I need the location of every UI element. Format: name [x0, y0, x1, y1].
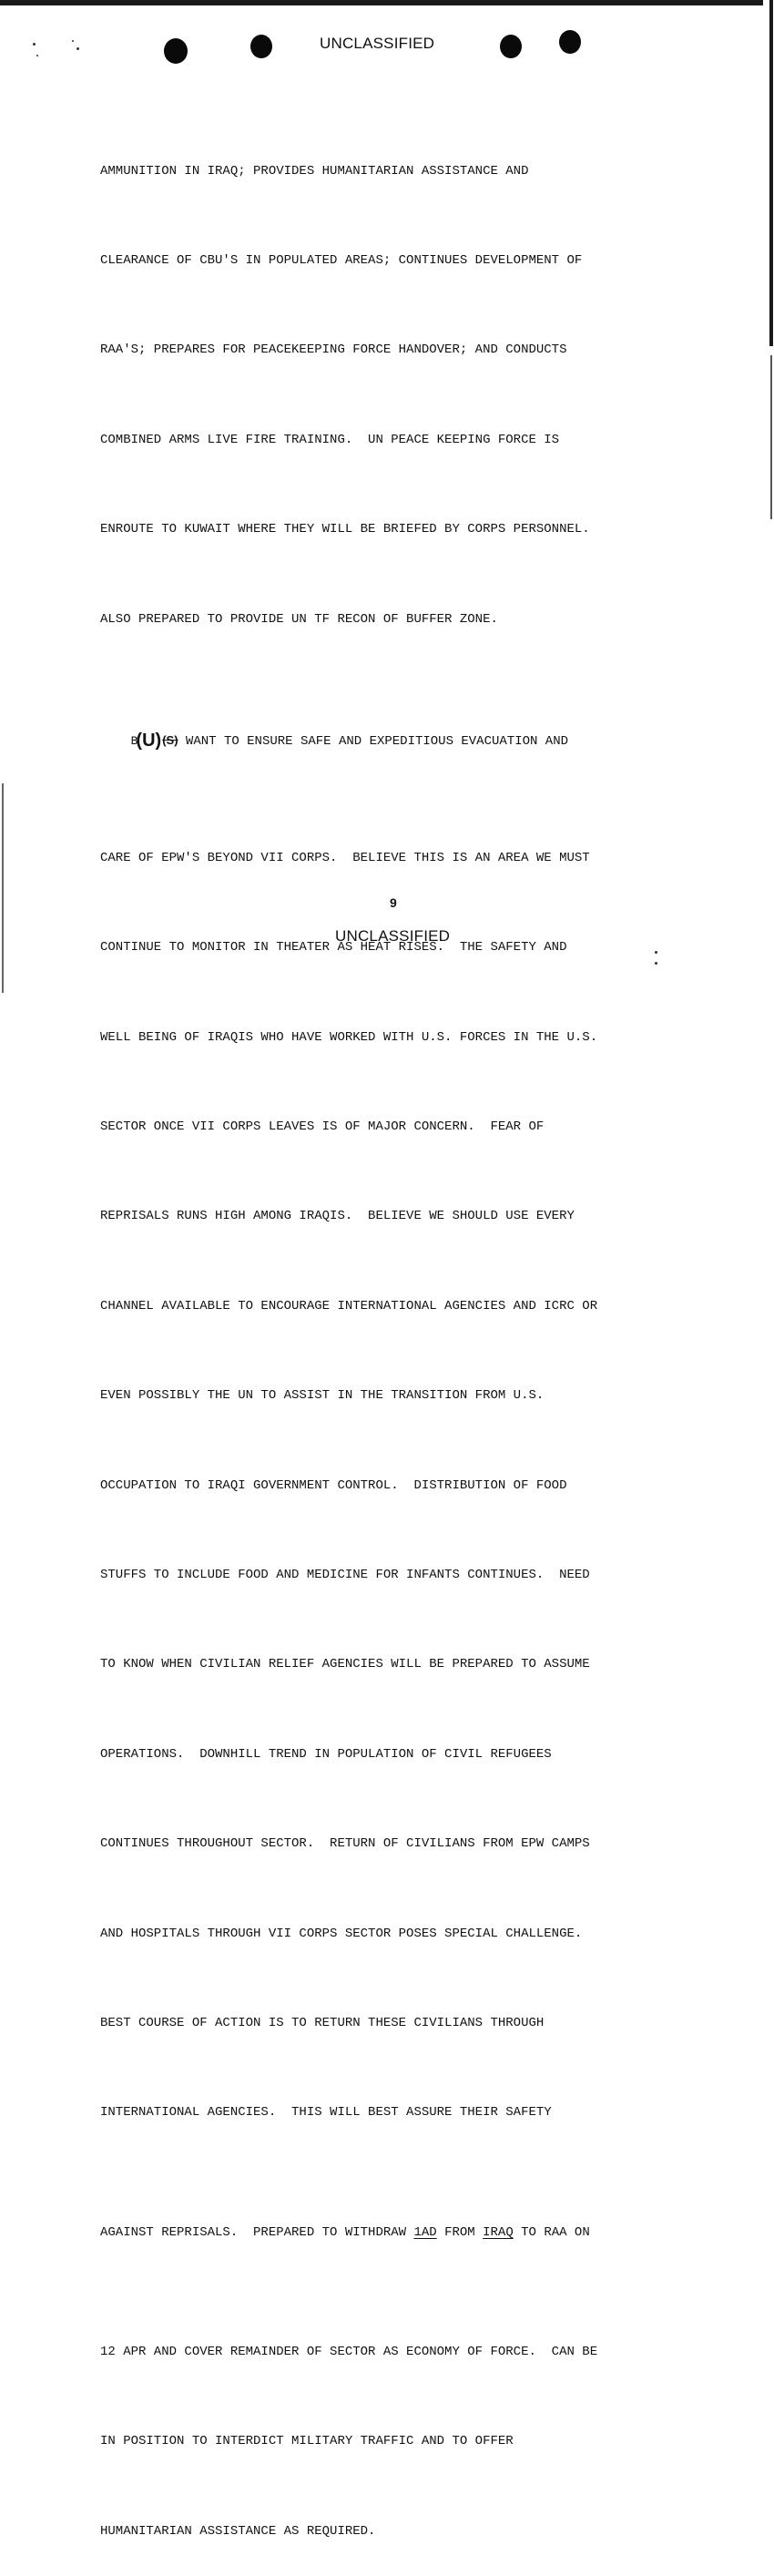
body-text-segment: AGAINST REPRISALS. PREPARED TO WITHDRAW [100, 2224, 414, 2240]
punch-hole-mark [250, 35, 272, 58]
scan-speck [36, 55, 38, 56]
body-line: ENROUTE TO KUWAIT WHERE THEY WILL BE BRIEFED BY CORPS PERSONNEL. [100, 522, 590, 537]
body-line: STUFFS TO INCLUDE FOOD AND MEDICINE FOR INFANTS CONTINUES. NEED [100, 1568, 590, 1583]
body-line: RAA'S; PREPARES FOR PEACEKEEPING FORCE HANDOVER; AND CONDUCTS [100, 342, 567, 358]
document-body [100, 97, 738, 2576]
page-number: 9 [390, 895, 397, 910]
body-line: EVEN POSSIBLY THE UN TO ASSIST IN THE TRANSITION FROM U.S. [100, 1388, 545, 1404]
punch-hole-mark [559, 30, 581, 54]
scan-speck [72, 40, 74, 42]
body-line: TO KNOW WHEN CIVILIAN RELIEF AGENCIES WILL BE PREPARED TO ASSUME [100, 1657, 590, 1672]
withdraw-line [100, 2218, 738, 2248]
body-line: HUMANITARIAN ASSISTANCE AS REQUIRED. [100, 2523, 376, 2539]
body-line: OPERATIONS. DOWNHILL TREND IN POPULATION OF CIVIL REFUGEES [100, 1746, 552, 1762]
body-line: INTERNATIONAL AGENCIES. THIS WILL BEST ASSURE THEIR SAFETY [100, 2105, 552, 2121]
top-border-rule [0, 0, 763, 5]
paragraph-opening-line [100, 724, 738, 754]
classification-header: UNCLASSIFIED [320, 35, 435, 52]
scan-speck [33, 43, 36, 46]
scan-speck [76, 47, 79, 50]
body-line: CONTINUES THROUGHOUT SECTOR. RETURN OF CIVILIANS FROM EPW CAMPS [100, 1836, 590, 1852]
punch-hole-mark [164, 38, 188, 64]
body-line: AMMUNITION IN IRAQ; PROVIDES HUMANITARIAN ASSISTANCE AND [100, 163, 529, 179]
body-line: IN POSITION TO INTERDICT MILITARY TRAFFIC AND TO OFFER [100, 2434, 514, 2449]
body-line: SECTOR ONCE VII CORPS LEAVES IS OF MAJOR CONCERN. FEAR OF [100, 1119, 545, 1135]
body-line: WELL BEING OF IRAQIS WHO HAVE WORKED WITH U.S. FORCES IN THE U.S. [100, 1029, 598, 1045]
underlined-place: IRAQ [483, 2224, 514, 2240]
left-border-rule [2, 783, 4, 993]
struck-portion-marking: (S) [162, 732, 178, 747]
body-line: 12 APR AND COVER REMAINDER OF SECTOR AS ECONOMY OF FORCE. CAN BE [100, 2344, 598, 2359]
body-line: WANT TO ENSURE SAFE AND EXPEDITIOUS EVACUATION AND [178, 733, 569, 749]
body-line: AND HOSPITALS THROUGH VII CORPS SECTOR POSES SPECIAL CHALLENGE. [100, 1926, 583, 1941]
body-text-segment: TO RAA ON [513, 2224, 590, 2240]
body-text-segment: FROM [436, 2224, 484, 2240]
right-border-rule [769, 0, 773, 346]
body-line: COMBINED ARMS LIVE FIRE TRAINING. UN PEACE KEEPING FORCE IS [100, 432, 560, 447]
right-border-rule-lower [770, 355, 772, 519]
body-line: REPRISALS RUNS HIGH AMONG IRAQIS. BELIEVE WE SHOULD USE EVERY [100, 1209, 575, 1224]
underlined-unit: 1AD [413, 2224, 437, 2240]
portion-marking: (U) [136, 730, 162, 751]
paragraph-letter: B [130, 733, 138, 748]
classification-footer: UNCLASSIFIED [335, 927, 451, 945]
body-line: ALSO PREPARED TO PROVIDE UN TF RECON OF BUFFER ZONE. [100, 611, 498, 627]
body-line: CARE OF EPW'S BEYOND VII CORPS. BELIEVE THIS IS AN AREA WE MUST [100, 850, 590, 865]
body-line: CLEARANCE OF CBU'S IN POPULATED AREAS; CONTINUES DEVELOPMENT OF [100, 252, 583, 268]
punch-hole-mark [500, 35, 522, 58]
body-line: OCCUPATION TO IRAQI GOVERNMENT CONTROL. DISTRIBUTION OF FOOD [100, 1477, 567, 1493]
body-line: CONTINUE TO MONITOR IN THEATER AS HEAT RISES. THE SAFETY AND [100, 940, 567, 956]
body-line: BEST COURSE OF ACTION IS TO RETURN THESE CIVILIANS THROUGH [100, 2016, 545, 2030]
body-line: CHANNEL AVAILABLE TO ENCOURAGE INTERNATIONAL AGENCIES AND ICRC OR [100, 1298, 598, 1314]
